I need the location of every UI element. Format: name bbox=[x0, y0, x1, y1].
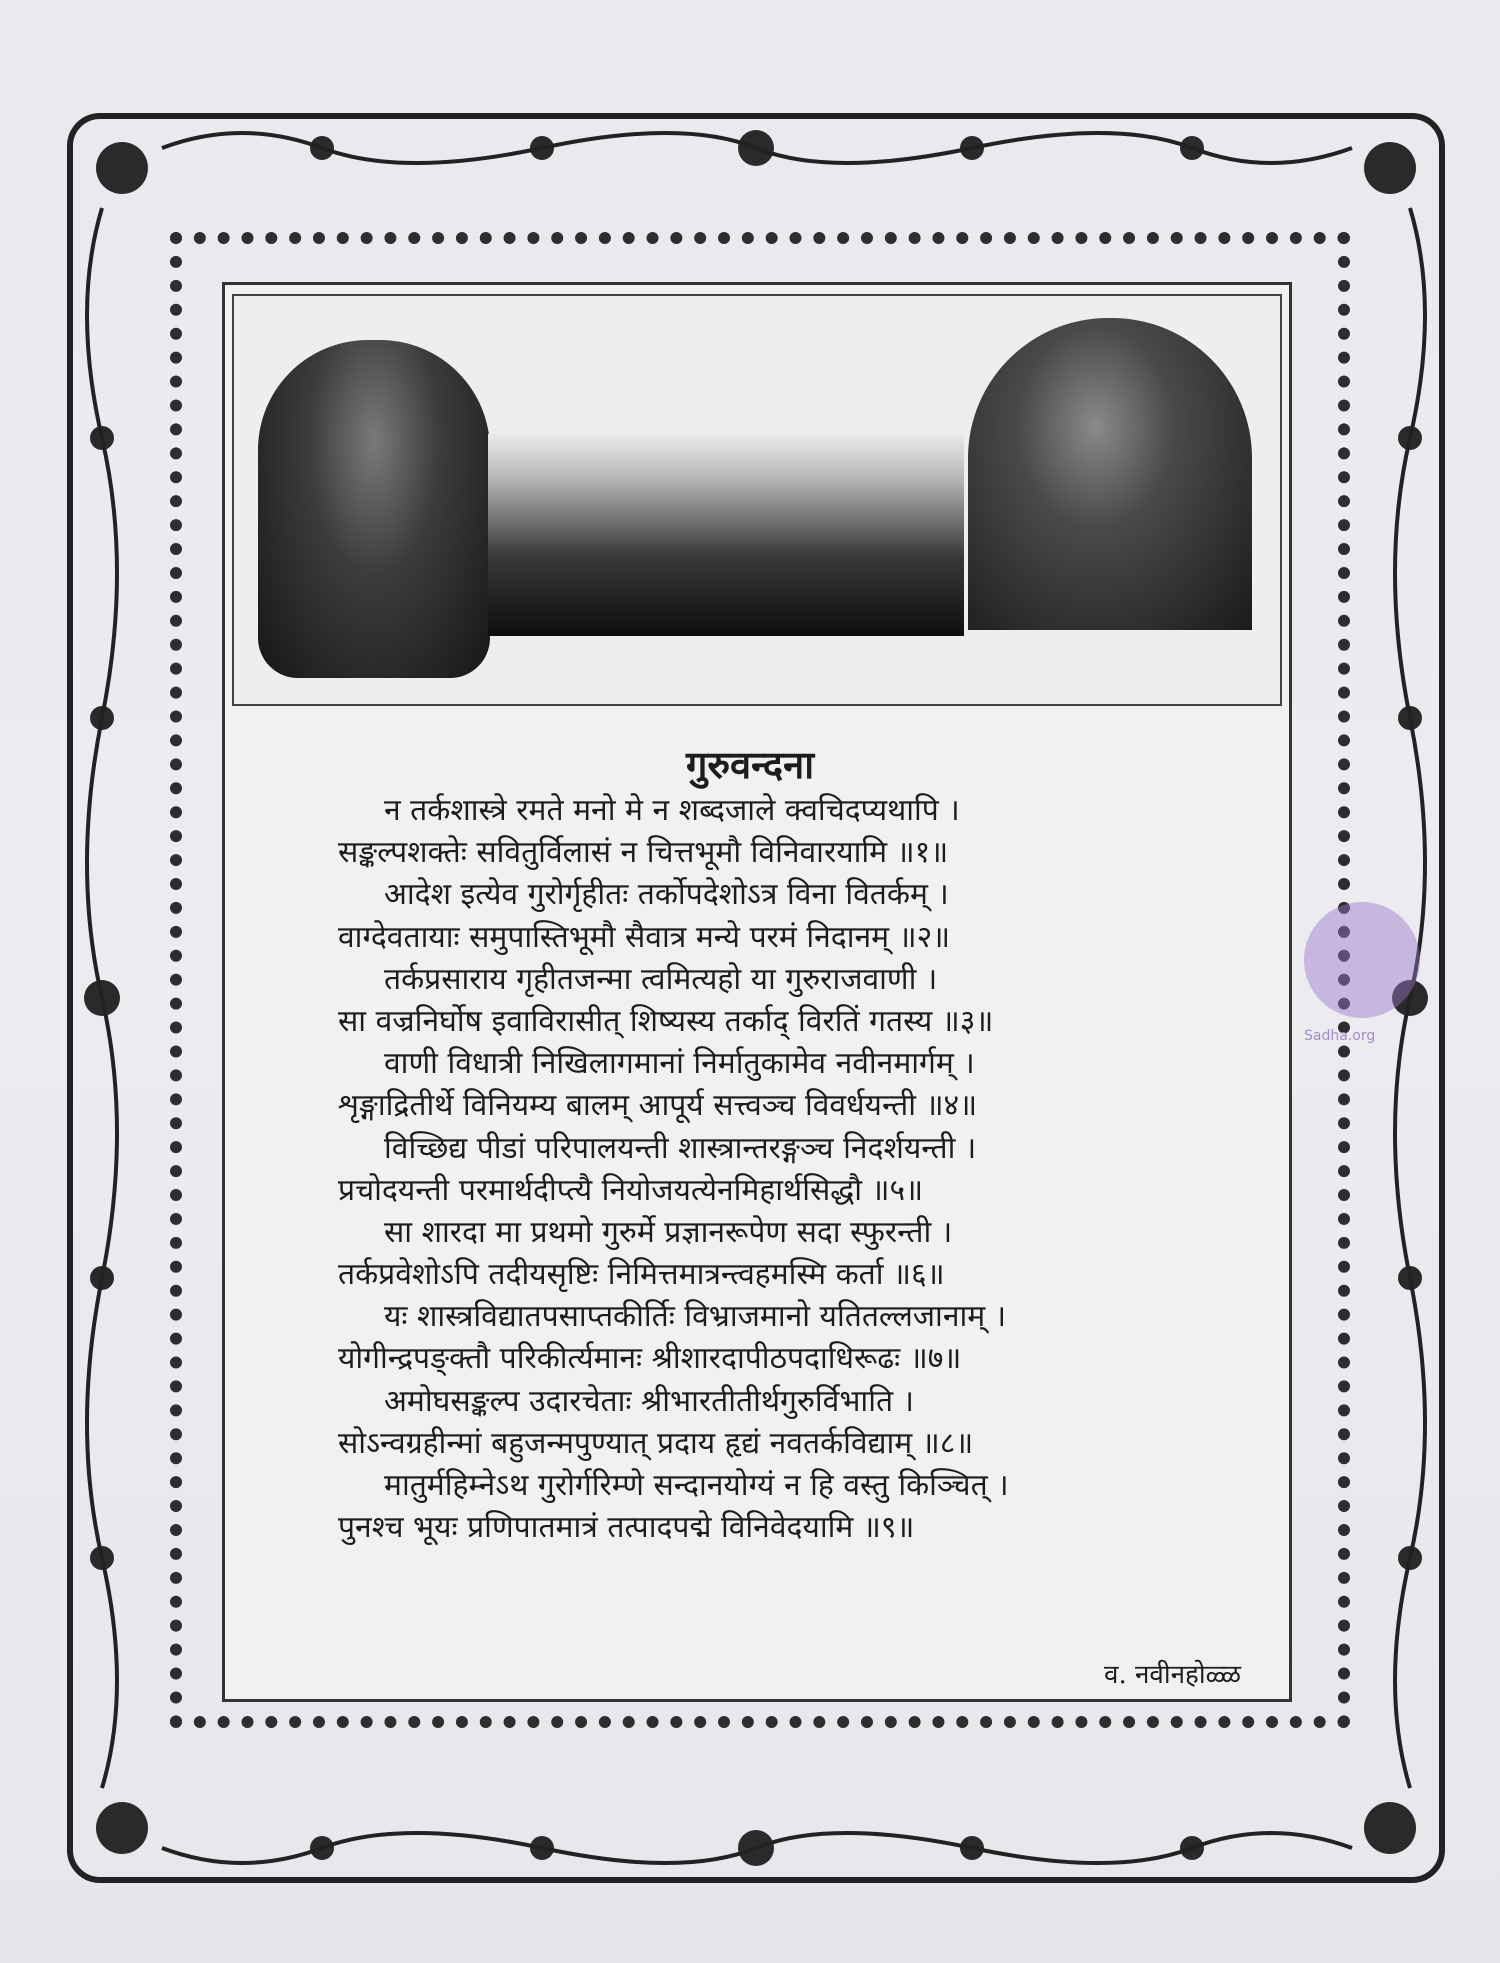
verse-line: सोऽन्वग्रहीन्मां बहुजन्मपुण्यात् प्रदाय हृद्यं नवतर्कविद्याम् ॥८॥ bbox=[338, 1425, 974, 1461]
verse-line: वाग्देवतायाः समुपास्तिभूमौ सैवात्र मन्ये परमं निदानम् ॥२॥ bbox=[338, 919, 951, 955]
verse-block bbox=[300, 790, 1200, 1549]
verse-line: सा वज्रनिर्घोष इवाविरासीत् शिष्यस्य तर्काद् विरतिं गतस्य ॥३॥ bbox=[338, 1003, 994, 1039]
verse-line: शृङ्गाद्रितीर्थे विनियम्य बालम् आपूर्य सत्त्वञ्च विवर्धयन्ती ॥४॥ bbox=[338, 1088, 978, 1124]
temple-photo bbox=[488, 434, 964, 636]
guru-photo bbox=[968, 318, 1252, 630]
verse-line: योगीन्द्रपङ्क्तौ परिकीर्त्यमानः श्रीशारदापीठपदाधिरूढः ॥७॥ bbox=[338, 1341, 962, 1377]
watermark-logo-icon bbox=[1304, 902, 1420, 1018]
verse-line: सा शारदा मा प्रथमो गुरुर्मे प्रज्ञानरूपेण सदा स्फुरन्ती । bbox=[384, 1214, 953, 1250]
verse-line: आदेश इत्येव गुरोर्गृहीतः तर्कोपदेशोऽत्र विना वितर्कम् । bbox=[384, 877, 949, 913]
watermark-text: Sadha.org bbox=[1304, 1028, 1376, 1044]
verse-line: न तर्कशास्त्रे रमते मनो मे न शब्दजाले क्वचिदप्यथापि । bbox=[384, 793, 960, 828]
verse-line: वाणी विधात्री निखिलागमानां निर्मातुकामेव नवीनमार्गम् । bbox=[384, 1046, 975, 1082]
verse-line: मातुर्महिम्नेऽथ गुरोर्गरिम्णे सन्दानयोग्यं न हि वस्तु किञ्चित् । bbox=[384, 1468, 1009, 1503]
verse-line: अमोघसङ्कल्प उदारचेताः श्रीभारतीतीर्थगुरुर्विभाति । bbox=[384, 1383, 914, 1419]
verse-line: प्रचोदयन्ती परमार्थदीप्त्यै नियोजयत्येनमिहार्थसिद्धौ ॥५॥ bbox=[338, 1172, 924, 1208]
verse-line: सङ्कल्पशक्तेः सवितुर्विलासं न चित्तभूमौ विनिवारयामि ॥१॥ bbox=[338, 835, 949, 871]
author-signature: व. नवीनहोळ्ळ bbox=[1104, 1660, 1241, 1690]
verse-line: विच्छिद्य पीडां परिपालयन्ती शास्त्रान्तरङ्गञ्च निदर्शयन्ती । bbox=[384, 1130, 977, 1166]
verse-line: यः शास्त्रविद्यातपसाप्तकीर्तिः विभ्राजमानो यतितल्लजानाम् । bbox=[384, 1299, 1007, 1335]
page-title: गुरुवन्दना bbox=[685, 742, 815, 787]
verse-line: तर्कप्रवेशोऽपि तदीयसृष्टिः निमित्तमात्रन्त्वहमस्मि कर्ता ॥६॥ bbox=[338, 1257, 945, 1293]
verse-line: पुनश्च भूयः प्रणिपातमात्रं तत्पादपद्मे विनिवेदयामि ॥९॥ bbox=[338, 1510, 915, 1546]
verse-line: तर्कप्रसाराय गृहीतजन्मा त्वमित्यहो या गुरुराजवाणी । bbox=[384, 961, 938, 997]
goddess-photo bbox=[258, 340, 490, 678]
